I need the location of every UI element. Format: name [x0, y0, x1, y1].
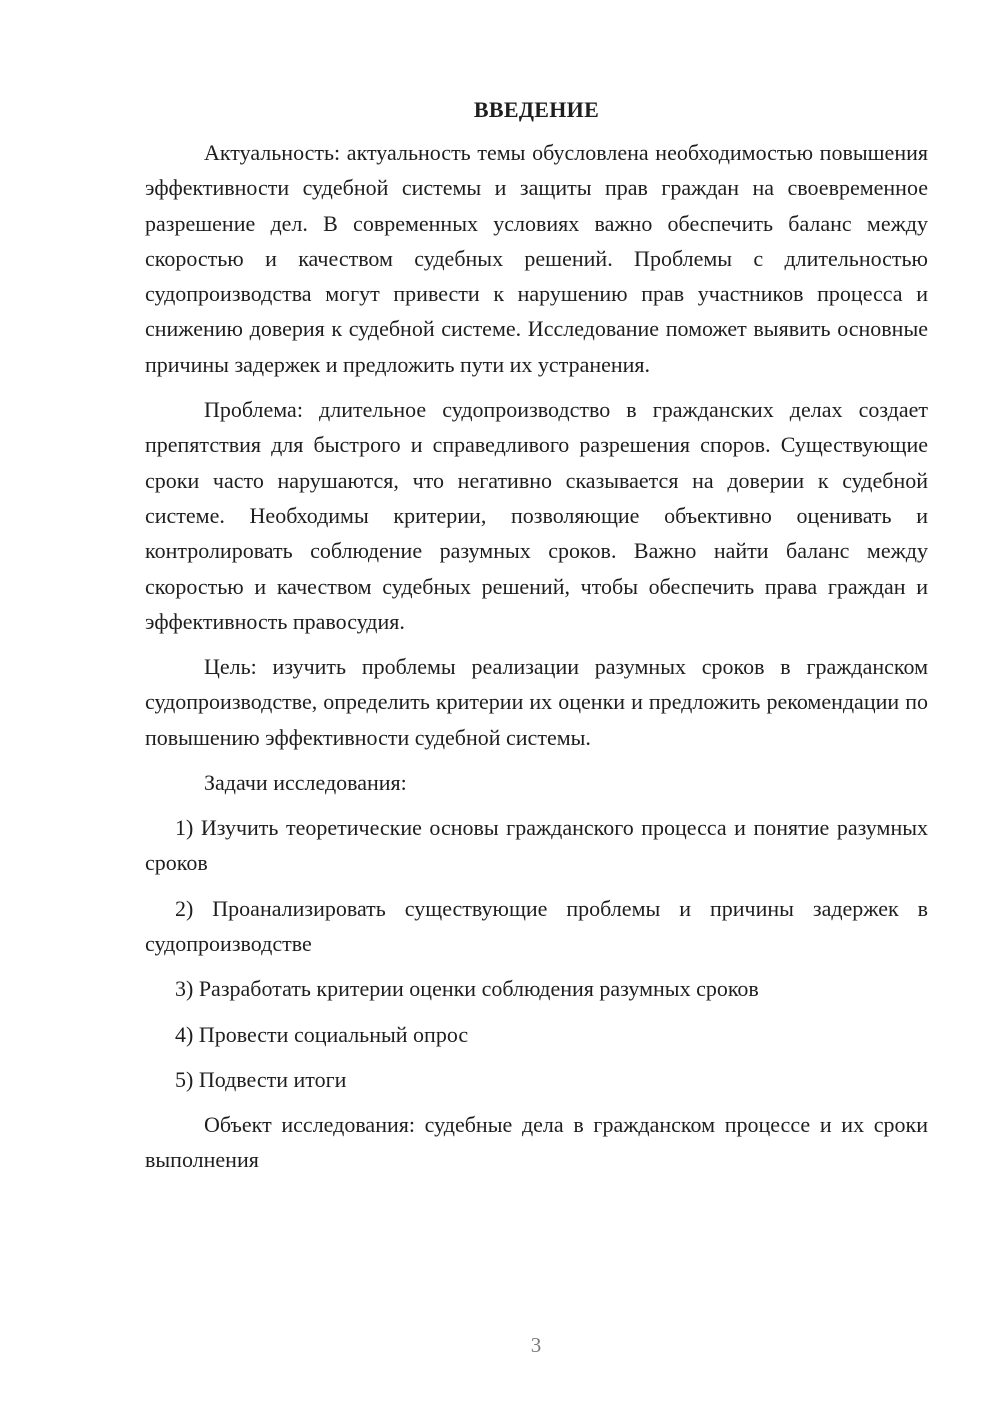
list-item: 2) Проанализировать существующие проблемы и причины задержек в судопроизводстве [145, 895, 928, 956]
tasks-list [145, 810, 928, 1097]
list-item: 4) Провести социальный опрос [175, 1021, 469, 1047]
page-number: 3 [530, 1333, 542, 1357]
document-title: ВВЕДЕНИЕ [473, 97, 600, 122]
paragraph-problem: Проблема: длительное судопроизводство в гражданских делах создает препятствия для быстрого и справедливого разрешения споров. Существующие сроки часто нарушаются, что негативно сказывается на доверии к судебной системе. Необходимы критерии, позволяющие объективно оценивать и контролировать соблюдение разумных сроков. Важно найти баланс между скоростью и качеством судебных решений, чтобы обеспечить права граждан и эффективность правосудия. [145, 397, 928, 634]
document-page [145, 92, 928, 1188]
tasks-heading: Задачи исследования: [204, 770, 407, 796]
list-item: 3) Разработать критерии оценки соблюдения разумных сроков [175, 976, 759, 1002]
list-item: 5) Подвести итоги [175, 1066, 347, 1092]
paragraph-object: Объект исследования: судебные дела в гражданском процессе и их сроки выполнения [145, 1112, 928, 1173]
paragraph-relevance: Актуальность: актуальность темы обусловлена необходимостью повышения эффективности судебной системы и защиты прав граждан на своевременное разрешение дел. В современных условиях важно обеспечить баланс между скоростью и качеством судебных решений. Проблемы с длительностью судопроизводства могут привести к нарушению прав участников процесса и снижению доверия к судебной системе. Исследование поможет выявить основные причины задержек и предложить пути их устранения. [145, 140, 928, 377]
list-item: 1) Изучить теоретические основы гражданского процесса и понятие разумных сроков [145, 815, 928, 876]
paragraph-goal: Цель: изучить проблемы реализации разумных сроков в гражданском судопроизводстве, определить критерии их оценки и предложить рекомендации по повышению эффективности судебной системы. [145, 654, 928, 750]
